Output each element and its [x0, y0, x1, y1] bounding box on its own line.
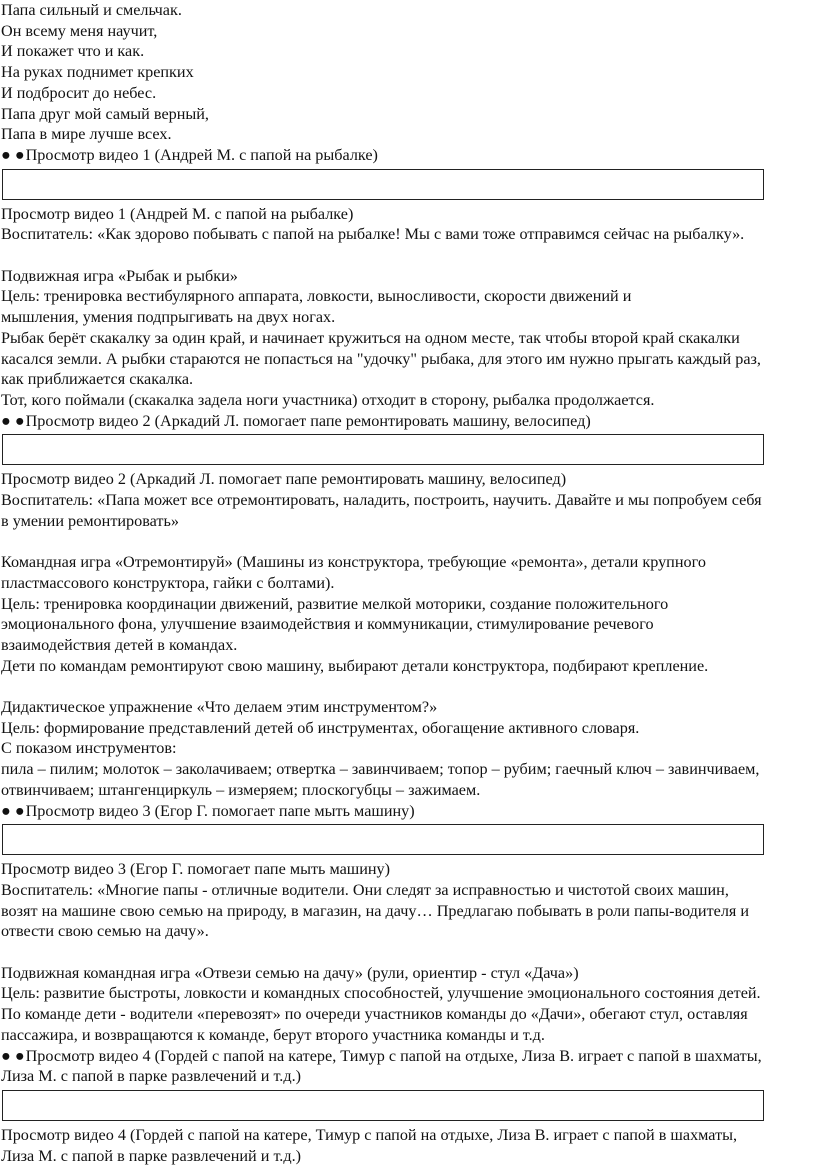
spacer	[1, 676, 816, 697]
game1-title: Подвижная игра «Рыбак и рыбки»	[1, 266, 238, 285]
poem-line: На руках поднимет крепких	[1, 63, 194, 82]
game2-goal: взаимодействия детей в командах.	[1, 635, 238, 654]
exercise-tools: пила – пилим; молоток – заколачиваем; отвертка – завинчиваем; топор – рубим; гаечный ключ – завинчиваем,	[1, 760, 760, 779]
video3-player[interactable]	[2, 824, 764, 855]
bullet-icon: ● ●	[1, 411, 25, 430]
video1-bullet-label: Просмотр видео 1 (Андрей М. с папой на рыбалке)	[25, 145, 378, 164]
game1-goal: Цель: тренировка вестибулярного аппарата, ловкости, выносливости, скорости движений и	[1, 287, 632, 306]
bullet-icon: ● ●	[1, 801, 25, 820]
poem-line: Он всему меня научит,	[1, 21, 158, 40]
game2-goal: Цель: тренировка координации движений, развитие мелкой моторики, создание положительного	[1, 594, 669, 613]
video4-bullet-label-cont: Лиза М. с папой в парке развлечений и т.д.)	[1, 1067, 302, 1086]
video3-bullet-item	[1, 801, 816, 822]
game2-description: Дети по командам ремонтируют свою машину, выбирают детали конструктора, подбирают крепление.	[1, 656, 709, 675]
spacer	[1, 942, 816, 963]
game1-description: касался земли. А рыбки стараются не попасться на "удочку" рыбака, для этого им нужно прыгать каждый раз,	[1, 349, 761, 368]
spacer	[1, 531, 816, 552]
game1-description: Тот, кого поймали (скакалка задела ноги участника) отходит в сторону, рыбалка продолжается.	[1, 390, 655, 409]
video4-player[interactable]	[2, 1090, 764, 1121]
video4-caption: Лиза М. с папой в парке развлечений и т.д.)	[1, 1146, 302, 1165]
poem-line: Папа друг мой самый верный,	[1, 104, 209, 123]
game1-description: как приближается скакалка.	[1, 370, 194, 389]
video1-player[interactable]	[2, 169, 764, 200]
video1-caption: Просмотр видео 1 (Андрей М. с папой на рыбалке)	[1, 204, 354, 223]
video2-player[interactable]	[2, 434, 764, 465]
exercise-show: С показом инструментов:	[1, 739, 177, 758]
video3-teacher-text: отвести свою семью на дачу».	[1, 922, 209, 941]
poem	[1, 0, 816, 145]
bullet-icon: ● ●	[1, 1046, 25, 1065]
video4-bullet-item	[1, 1046, 816, 1067]
video2-caption: Просмотр видео 2 (Аркадий Л. помогает папе ремонтировать машину, велосипед)	[1, 470, 567, 489]
spacer	[1, 245, 816, 266]
exercise-goal: Цель: формирование представлений детей об инструментах, обогащение активного словаря.	[1, 718, 640, 737]
video2-teacher-text: Воспитатель: «Папа может все отремонтировать, наладить, построить, научить. Давайте и мы попробуем себя	[1, 491, 762, 510]
video3-caption: Просмотр видео 3 (Егор Г. помогает папе мыть машину)	[1, 860, 391, 879]
game2-title: Командная игра «Отремонтируй» (Машины из конструктора, требующие «ремонта», детали крупного	[1, 553, 706, 572]
poem-line: Папа в мире лучше всех.	[1, 125, 172, 144]
game1-goal: мышления, умения подпрыгивать на двух ногах.	[1, 308, 336, 327]
video3-teacher-text: Воспитатель: «Многие папы - отличные водители. Они следят за исправностью и чистотой своих машин,	[1, 880, 729, 899]
video2-bullet-label: Просмотр видео 2 (Аркадий Л. помогает папе ремонтировать машину, велосипед)	[25, 411, 591, 430]
video2-bullet-item	[1, 411, 816, 432]
video1-teacher-text: Воспитатель: «Как здорово побывать с папой на рыбалке! Мы с вами тоже отправимся сейчас на рыбалку».	[1, 225, 745, 244]
video3-bullet-label: Просмотр видео 3 (Егор Г. помогает папе мыть машину)	[25, 801, 415, 820]
poem-line: И подбросит до небес.	[1, 83, 157, 102]
poem-line: И покажет что и как.	[1, 42, 145, 61]
video1-bullet-item	[1, 145, 816, 166]
video4-bullet-label: Просмотр видео 4 (Гордей с папой на катере, Тимур с папой на отдыхе, Лиза В. играет с папой в шахматы,	[25, 1046, 762, 1065]
game3-description: По команде дети - водители «перевозят» по очереди участников команды до «Дачи», обегают стул, оставляя	[1, 1005, 748, 1024]
game2-title: пластмассового конструктора, гайки с болтами).	[1, 573, 335, 592]
video3-teacher-text: возят на машине свою семью на природу, в магазин, на дачу… Предлагаю побывать в роли папы-водителя и	[1, 901, 750, 920]
poem-line: Папа сильный и смельчак.	[1, 1, 182, 19]
exercise-tools: отвинчиваем; штангенциркуль – измеряем; плоскогубцы – зажимаем.	[1, 780, 481, 799]
video2-teacher-text: в умении ремонтировать»	[1, 511, 179, 530]
game2-goal: эмоционального фона, улучшение взаимодействия и коммуникации, стимулирование речевого	[1, 615, 654, 634]
game3-title: Подвижная командная игра «Отвези семью на дачу» (рули, ориентир - стул «Дача»)	[1, 963, 579, 982]
bullet-icon: ● ●	[1, 145, 25, 164]
game3-description: пассажира, и возвращаются к команде, берут второго участника команды и т.д.	[1, 1025, 545, 1044]
exercise-title: Дидактическое упражнение «Что делаем этим инструментом?»	[1, 698, 438, 717]
game1-description: Рыбак берёт скакалку за один край, и начинает кружиться на одном месте, так чтобы второй край скакалки	[1, 328, 740, 347]
game3-goal: Цель: развитие быстроты, ловкости и командных способностей, улучшение эмоционального состояния детей.	[1, 984, 761, 1003]
video4-caption: Просмотр видео 4 (Гордей с папой на катере, Тимур с папой на отдыхе, Лиза В. играет с папой в шахматы,	[1, 1125, 738, 1144]
